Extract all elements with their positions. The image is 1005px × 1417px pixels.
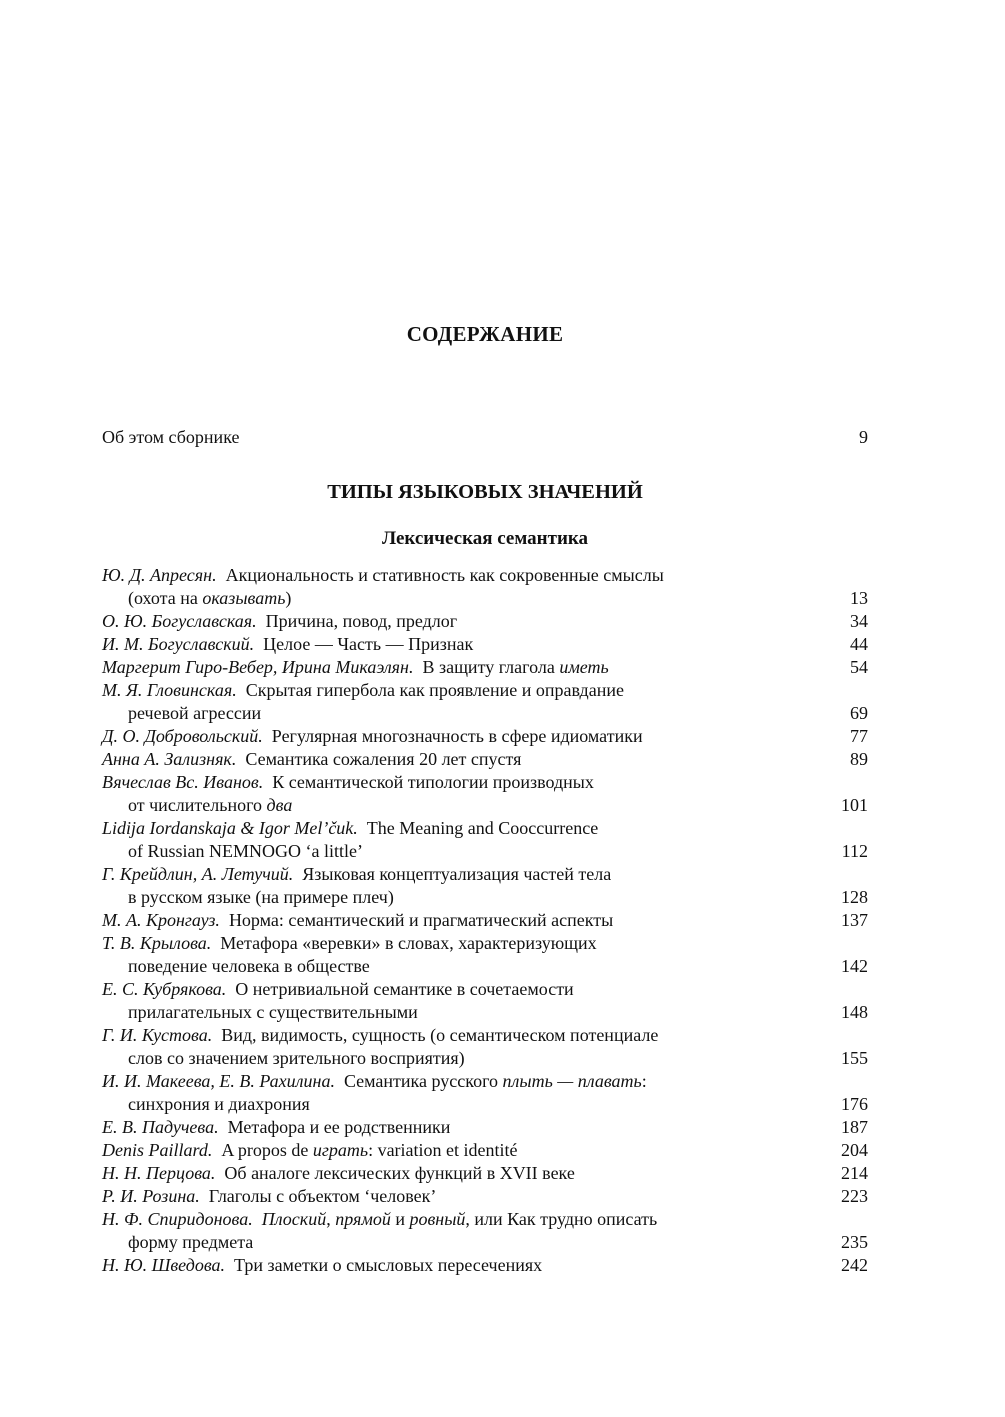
toc-line (102, 817, 868, 840)
entry-author: Г. Крейдлин, А. Летучий. (102, 864, 294, 884)
toc-line (102, 1231, 868, 1254)
toc-entry (102, 1162, 868, 1185)
toc-entry (102, 1024, 868, 1070)
entry-author: Маргерит Гиро-Вебер, Ирина Микаэлян. (102, 657, 414, 677)
toc-entries (102, 564, 868, 1277)
toc-line (102, 1116, 868, 1139)
toc-line (102, 886, 868, 909)
entry-author: И. М. Богуславский. (102, 634, 255, 654)
toc-line (102, 679, 868, 702)
toc-entry (102, 817, 868, 863)
entry-title: Норма: семантический и прагматический аспекты (228, 910, 614, 930)
entry-title: Акциональность и стативность как сокровенные смыслы (225, 565, 664, 585)
toc-entry (102, 978, 868, 1024)
entry-title-cont: ) (285, 588, 292, 608)
entry-author: Denis Paillard. (102, 1140, 213, 1160)
entry-author: О. Ю. Богуславская. (102, 611, 257, 631)
page-number: 77 (850, 726, 868, 746)
entry-title: : variation et identité (368, 1140, 518, 1160)
toc-entry (102, 1254, 868, 1277)
entry-author: Р. И. Розина. (102, 1186, 200, 1206)
entry-title: Об этом сборнике (102, 427, 240, 447)
entry-title-cont: синхрония и диахрония (128, 1094, 310, 1114)
toc-line (102, 748, 868, 771)
page-number: 34 (850, 611, 868, 631)
entry-title: : (641, 1071, 647, 1091)
entry-author: Вячеслав Вс. Иванов. (102, 772, 264, 792)
toc-entry (102, 564, 868, 610)
entry-title-cont: речевой агрессии (128, 703, 262, 723)
entry-author: Н. Н. Перцова. (102, 1163, 216, 1183)
toc-entry (102, 725, 868, 748)
toc-line (102, 426, 868, 449)
entry-title: Метафора и ее родственники (227, 1117, 451, 1137)
toc-entry (102, 863, 868, 909)
section-title: ТИПЫ ЯЗЫКОВЫХ ЗНАЧЕНИЙ (327, 481, 643, 503)
toc-entry (102, 1116, 868, 1139)
entry-title-cont: (охота на (128, 588, 203, 608)
toc-line (102, 1254, 868, 1277)
toc-line (102, 564, 868, 587)
toc-line (102, 1070, 868, 1093)
toc-line (102, 1162, 868, 1185)
toc-line (102, 587, 868, 610)
toc-entry (102, 909, 868, 932)
entry-author: Ю. Д. Апресян. (102, 565, 217, 585)
toc-line (102, 725, 868, 748)
toc-entry (102, 610, 868, 633)
toc-page (102, 0, 868, 1417)
entry-title: A propos de (221, 1140, 313, 1160)
entry-title: The Meaning and Cooccurrence (366, 818, 599, 838)
toc-line (102, 978, 868, 1001)
toc-line (102, 932, 868, 955)
entry-title-cont: слов со значением зрительного восприятия) (128, 1048, 465, 1068)
toc-entry (102, 771, 868, 817)
page-number: 128 (841, 887, 868, 907)
entry-title: , или Как трудно описать (465, 1209, 658, 1229)
page-number: 148 (841, 1002, 868, 1022)
toc-line (102, 633, 868, 656)
page-number: 155 (841, 1048, 868, 1068)
entry-title: К семантической типологии производных (272, 772, 594, 792)
toc-entry (102, 932, 868, 978)
entry-title: Вид, видимость, сущность (о семантическом потенциале (221, 1025, 659, 1045)
entry-title: и (390, 1209, 410, 1229)
toc-entry (102, 679, 868, 725)
entry-title: Языковая концептуализация частей тела (302, 864, 612, 884)
page-number: 101 (841, 795, 868, 815)
entry-title-italic: играть (312, 1140, 369, 1160)
page-number: 54 (850, 657, 868, 677)
entry-title-italic: иметь (559, 657, 609, 677)
toc-line (102, 794, 868, 817)
entry-title-italic: прямой (335, 1209, 391, 1229)
page-number: 214 (841, 1163, 868, 1183)
toc-line (102, 840, 868, 863)
page-number: 204 (841, 1140, 868, 1160)
toc-entry (102, 1208, 868, 1254)
entry-author: Г. И. Кустова. (102, 1025, 213, 1045)
toc-line (102, 1185, 868, 1208)
toc-line (102, 1001, 868, 1024)
entry-title: Об аналоге лексических функций в XVII веке (224, 1163, 575, 1183)
entry-author: Т. В. Крылова. (102, 933, 212, 953)
toc-line (102, 771, 868, 794)
toc-entry (102, 656, 868, 679)
entry-author: М. А. Кронгауз. (102, 910, 220, 930)
page-number: 44 (850, 634, 868, 654)
page-number: 176 (841, 1094, 868, 1114)
page-number: 89 (850, 749, 868, 769)
entry-title: Семантика русского (343, 1071, 503, 1091)
entry-title: Глаголы с объектом ‘человек’ (208, 1186, 437, 1206)
page-number: 9 (859, 427, 868, 447)
entry-author: Е. С. Кубрякова. (102, 979, 227, 999)
toc-line (102, 1139, 868, 1162)
entry-title-cont: в русском языке (на примере плеч) (128, 887, 394, 907)
entry-title: Семантика сожаления 20 лет спустя (245, 749, 522, 769)
page-title: СОДЕРЖАНИЕ (406, 322, 564, 346)
entry-author: Н. Ф. Спиридонова. (102, 1209, 253, 1229)
entry-title-cont: форму предмета (128, 1232, 254, 1252)
entry-title: Скрытая гипербола как проявление и оправдание (245, 680, 624, 700)
entry-title-cont: of Russian NEMNOGO ‘a little’ (128, 841, 363, 861)
entry-author: И. И. Макеева, Е. В. Рахилина. (102, 1071, 335, 1091)
toc-line (102, 610, 868, 633)
page-number: 137 (841, 910, 868, 930)
entry-title-italic: оказывать (202, 588, 286, 608)
subsection-title: Лексическая семантика (381, 528, 589, 549)
entry-title: О нетривиальной семантике в сочетаемости (235, 979, 574, 999)
toc-line (102, 1024, 868, 1047)
entry-title-italic: два (266, 795, 293, 815)
toc-entry (102, 1139, 868, 1162)
intro-entry (102, 426, 868, 449)
entry-title: Причина, повод, предлог (265, 611, 458, 631)
entry-title: Три заметки о смысловых пересечениях (234, 1255, 543, 1275)
entry-title: Регулярная многозначность в сфере идиоматики (271, 726, 643, 746)
toc-line (102, 1093, 868, 1116)
toc-entry (102, 1070, 868, 1116)
entry-author: Д. О. Добровольский. (102, 726, 263, 746)
page-number: 235 (841, 1232, 868, 1252)
entry-title: В защиту глагола (422, 657, 560, 677)
toc-entry (102, 1185, 868, 1208)
page-number: 112 (841, 841, 868, 861)
entry-author: Н. Ю. Шведова. (102, 1255, 226, 1275)
toc-line (102, 1047, 868, 1070)
toc-line (102, 656, 868, 679)
page-number: 223 (841, 1186, 868, 1206)
entry-title-italic: Плоский (261, 1209, 327, 1229)
page-number: 142 (841, 956, 868, 976)
page-number: 69 (850, 703, 868, 723)
entry-author: Е. В. Падучева. (102, 1117, 219, 1137)
toc-line (102, 863, 868, 886)
toc-line (102, 909, 868, 932)
toc-entry (102, 748, 868, 771)
entry-author: Lidija Iordanskaja & Igor Mel’čuk. (102, 818, 358, 838)
page-number: 242 (841, 1255, 868, 1275)
entry-title: , (326, 1209, 336, 1229)
toc-line (102, 955, 868, 978)
toc-entry (102, 633, 868, 656)
toc-line (102, 702, 868, 725)
entry-author: М. Я. Гловинская. (102, 680, 237, 700)
entry-title-cont: прилагательных с существительными (128, 1002, 418, 1022)
entry-title: Целое — Часть — Признак (263, 634, 474, 654)
toc-line (102, 1208, 868, 1231)
page-number: 13 (850, 588, 868, 608)
entry-title-cont: от числительного (128, 795, 267, 815)
entry-title-italic: ровный (409, 1209, 466, 1229)
page-number: 187 (841, 1117, 868, 1137)
entry-title-italic: плыть — плавать (502, 1071, 642, 1091)
entry-title-cont: поведение человека в обществе (128, 956, 370, 976)
entry-title: Метафора «веревки» в словах, характеризующих (220, 933, 597, 953)
entry-author: Анна А. Зализняк. (102, 749, 237, 769)
